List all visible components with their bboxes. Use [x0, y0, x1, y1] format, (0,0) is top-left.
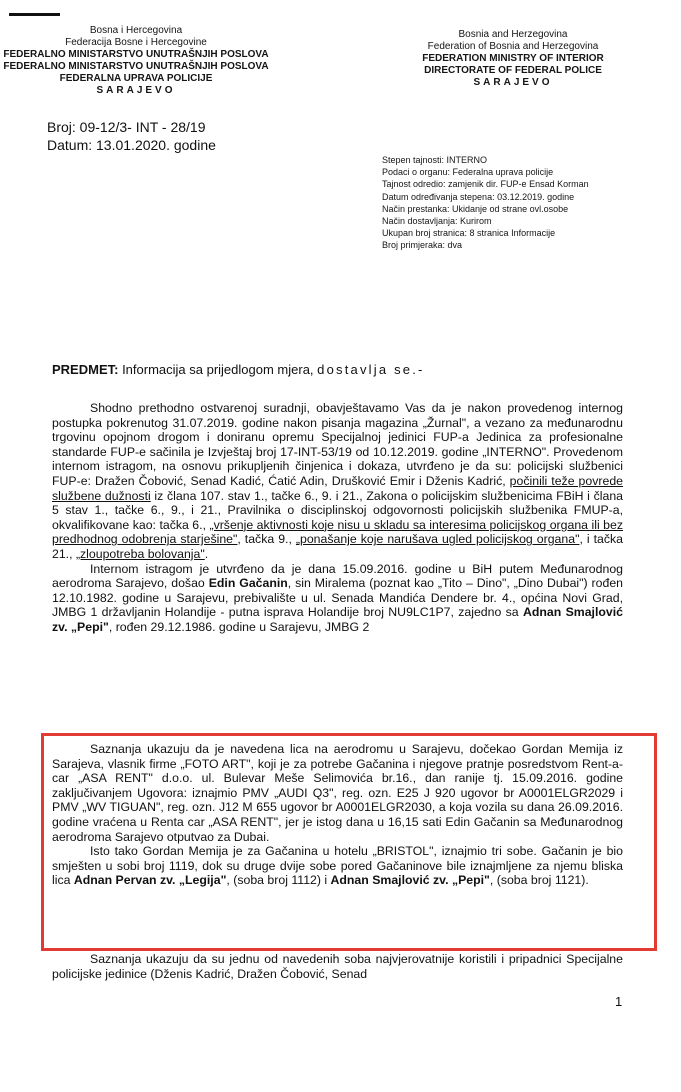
header-right-federation: Federation of Bosnia and Herzegovina [427, 41, 599, 52]
header-right [408, 29, 618, 89]
reference-block [47, 118, 216, 154]
classification-organ: Podaci o organu: Federalna uprava policije [382, 167, 554, 178]
top-mark [9, 13, 60, 16]
paragraph-special-unit: Saznanja ukazuju da su jednu od navedenih soba najvjerovatnije koristili i pripadnici Specijalne policijske jedinice (Dženis Kadrić, Dražen Čobović, Senad [52, 952, 623, 981]
highlighted-body [52, 742, 623, 888]
classification-termination: Način prestanka: Ukidanje od strane ovl.osobe [382, 203, 569, 214]
classification-copies: Broj primjeraka: dva [382, 240, 463, 251]
paragraph-rental-cars: Saznanja ukazuju da je navedena lica na aerodromu u Sarajevu, dočekao Gordan Memija iz Sarajeva, vlasnik firme „FOTO ART", koji je za potrebe Gačanina i njegove pratnje posredstvom Rent-a-car „ASA RENT" d.o.o. ul. Bulevar Meše Selimovića br.16., dan ranije tj. 15.09.2016. godine zaključivanjem Ugovora: iznajmio PMV „AUDI Q3", reg. ozn. E25 J 920 ugovor br A0001ELGR2029 i PMV „WV TIGUAN", reg. ozn. J12 M 655 ugovor br A0001ELGR2030, a koja vozila su dana 26.09.2016. godine vraćena u Renta car „ASA RENT", jer je istog dana u 16,15 sati Edin Gačanin sa Međunarodnog aerodroma Sarajevo otputvao za Dubai. [52, 742, 623, 844]
subject-label: PREDMET: [52, 362, 119, 377]
classification-block [382, 154, 662, 252]
paragraph-investigation: Shodno prethodno ostvarenoj suradnji, obavještavamo Vas da je nakon provedenog internog postupka pokrenutog 31.07.2019. godine nakon pisanja magazina „Žurnal", a vezano za međunarodnu trgovinu opojnom drogom i doniranu opremu Specijalnoj jedinici FUP-a Jedinica za profesionalne standarde FUP-e sačinila je Izvještaj broj 17-INT-53/19 od 10.12.2019. godine „INTERNO". Provedenom internom istragom, na osnovu prikupljenih činjenica i dokaza, utvrđeno je da su: policijski službenici FUP-e: Dražen Čobović, Senad Kadić, Ćatić Adin, Drušković Emir i Dženis Kadrić, počinili teže povrede službene dužnosti iz člana 107. stav 1., tačke 6., 9. i 21., Zakona o policijskim službenicima FBiH i člana 5 stav 1., tačke 6., 9., i 21., Pravilnika o disciplinskoj odgovornosti policijskih službenika FMUP-a, okvalifikovane kao: tačka 6., „vršenje aktivnosti koje nisu u skladu sa interesima policijskog organa ili bez predhodnog odobrenja starješine", tačka 9., „ponašanje koje narušava ugled policijskog organa", i tačka 21., „zloupotreba bolovanja". [52, 401, 624, 561]
underlined-point-21: „zloupotreba bolovanja" [75, 546, 205, 561]
underlined-point-9: „ponašanje koje narušava ugled policijskog organa" [295, 532, 580, 547]
header-right-country: Bosnia and Herzegovina [458, 29, 568, 40]
underlined-point-6: „vršenje aktivnosti koje nisu u skladu sa interesima policijskog organa ili bez predhodnog odobrenja starješine" [52, 517, 623, 547]
header-right-city: SARAJEVO [473, 77, 553, 88]
document-body [52, 401, 623, 635]
header-left-country: Bosna i Hercegovina [89, 25, 183, 36]
header-right-ministry: FEDERATION MINISTRY OF INTERIOR [422, 53, 604, 64]
header-left-city: SARAJEVO [96, 85, 176, 96]
header-left [0, 25, 272, 97]
classification-date: Datum određivanja stepena: 03.12.2019. godine [382, 191, 575, 202]
underlined-violation: počinili teže povrede službene dužnosti [52, 473, 623, 503]
header-left-ministry-2: FEDERALNO MINISTARSTVO UNUTRAŠNJIH POSLOVA [3, 61, 269, 72]
person-adnan-pervan: Adnan Pervan zv. „Legija" [73, 873, 227, 888]
page-number: 1 [615, 994, 623, 1009]
classification-delivery: Način dostavljanja: Kurirom [382, 216, 492, 227]
header-left-police: FEDERALNA UPRAVA POLICIJE [59, 73, 213, 84]
continuation-body [52, 952, 623, 981]
classification-set-by: Tajnost odredio: zamjenik dir. FUP-e Ensad Korman [382, 179, 589, 190]
person-adnan-smajlovic: Adnan Smajlović zv. „Pepi" [52, 605, 623, 634]
header-left-federation: Federacija Bosne i Hercegovine [65, 37, 207, 48]
subject-tail: dostavlja se.- [317, 362, 425, 377]
header-right-directorate: DIRECTORATE OF FEDERAL POLICE [424, 65, 602, 76]
subject-text: Informacija sa prijedlogom mjera, [118, 362, 318, 377]
paragraph-hotel: Isto tako Gordan Memija je za Gačanina u hotelu „BRISTOL", iznajmio tri sobe. Gačanin je bio smješten u sobi broj 1119, dok su druge dvije sobe pored Gačaninove bile iznajmljene za njemu bliska lica Adnan Pervan zv. „Legija", (soba broj 1112) i Adnan Smajlović zv. „Pepi", (soba broj 1121). [52, 844, 623, 888]
paragraph-arrival: Internom istragom je utvrđeno da je dana 15.09.2016. godine u BiH putem Međunarodnog aerodroma Sarajevo, došao Edin Gačanin, sin Miralema (poznat kao „Tito – Dino", „Dino Dubai") rođen 12.10.1982. godine u Sarajevu, prebivalište u ul. Senada Mandića Dendere br. 4., općina Novi Grad, JMBG 1 državljanin Holandije - putna isprava Holandije broj NU9LC1P7, zajedno sa Adnan Smajlović zv. „Pepi", rođen 29.12.1986. godine u Sarajevu, JMBG 2 [52, 561, 623, 634]
reference-date: Datum: 13.01.2020. godine [47, 137, 216, 153]
classification-level: Stepen tajnosti: INTERNO [382, 155, 488, 165]
classification-pages: Ukupan broj stranica: 8 stranica Informacije [382, 228, 556, 239]
header-left-ministry-1: FEDERALNO MINISTARSTVO UNUTRAŠNJIH POSLOVA [3, 49, 269, 60]
reference-number: Broj: 09-12/3- INT - 28/19 [47, 119, 206, 135]
subject-line [52, 362, 652, 377]
person-edin-gacanin: Edin Gačanin [208, 576, 288, 591]
person-adnan-smajlovic-2: Adnan Smajlović zv. „Pepi" [330, 873, 490, 888]
